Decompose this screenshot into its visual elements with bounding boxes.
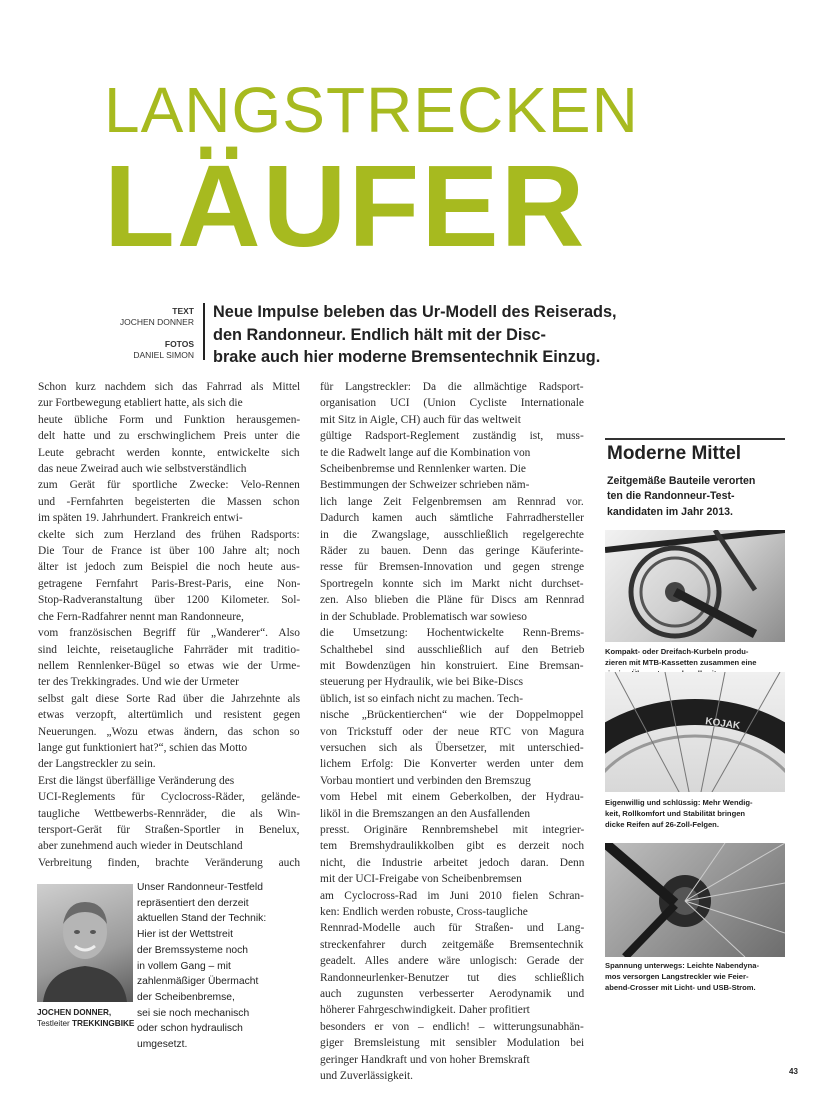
quote-line: umgesetzt. <box>137 1039 188 1051</box>
body-line: te die Radwelt lange auf die Kombination von <box>320 446 531 459</box>
caption-line: abend-Crosser mit Licht- und USB-Strom. <box>605 983 756 992</box>
quote-line: aktuellen Stand der Technik: <box>137 913 267 925</box>
subtitle-line: kandidaten im Jahr 2013. <box>607 505 734 518</box>
body-line: Die Tour de France ist über 100 Jahre alt; noch <box>38 545 300 558</box>
body-line: mit Bowdenzügen hin konstruiert. Eine Bremsan- <box>320 659 584 672</box>
title-line-1: LANGSTRECKEN <box>104 74 639 146</box>
credit-text-name: JOCHEN DONNER <box>119 317 194 327</box>
body-line: UCI-Reglements für Cyclocross-Räder, gelände- <box>38 791 301 804</box>
body-line: in der Schublade. Problematisch war sowieso <box>320 610 527 623</box>
body-line: etwas verzopft, altertümlich und resistent gegen <box>38 709 301 722</box>
body-line: heute übliche Form und Funktion herausgemen- <box>38 413 301 426</box>
author-name: JOCHEN DONNER, <box>37 1008 112 1017</box>
body-line: Rennrad-Modelle auch für Straßen- und Lang- <box>320 922 585 935</box>
subtitle-line: Zeitgemäße Bauteile verorten <box>607 475 756 487</box>
body-line: tersport-Gerät für Straßen-Sportler in Benelux, <box>38 823 300 836</box>
body-line: che Fern-Radfahrer nennt man Randonneure, <box>38 610 244 623</box>
body-line: auch zugunsten verbesserter Aerodynamik und <box>320 988 585 1001</box>
body-line: organisation UCI (Union Cycliste Internationale <box>320 397 584 410</box>
body-line: Schon kurz nachdem sich das Fahrrad als Mittel <box>38 381 301 393</box>
body-line: Scheibenbremse und Rennlenker warten. Die <box>320 463 526 476</box>
sidebar-subtitle <box>607 474 785 520</box>
credit-text-label: TEXT <box>172 306 194 316</box>
body-line: und -Fernfahrten begeisterten die Massen schon <box>38 495 300 508</box>
body-line: in die Zwangslage, ausschließlich regelgerechte <box>320 528 584 541</box>
body-line: Verbreitung finden, brachte Veränderung auch <box>38 856 301 869</box>
sidebar-rule <box>605 438 785 440</box>
body-line: für Langstreckler: Da die allmächtige Radsport- <box>320 381 584 393</box>
body-line: resse für Bremsen-Innovation und gegen strenge <box>320 561 585 574</box>
credit-photo-label: FOTOS <box>164 339 194 349</box>
body-line: ckelte sich zum Herzland des frühen Radsports: <box>38 528 300 541</box>
body-line: tem Bremshydraulikkolben gibt es derzeit noch <box>320 840 585 853</box>
caption-line: keit, Rollkomfort und Stabilität bringen <box>605 809 746 818</box>
body-line: von Trickstuff oder der neue RTC von Magura <box>320 725 585 738</box>
quote-line: in vollem Gang – mit <box>137 960 231 972</box>
body-line: Erst die längst überfällige Veränderung des <box>38 774 235 787</box>
body-line: mit der UCI-Freigabe von Scheibenbremsen <box>320 873 522 886</box>
body-line: Stop-Radveranstaltung über 1200 Kilometer. Sol- <box>38 594 301 607</box>
body-line: lich lange Zeit Felgenbremsen am Rennrad vor. <box>320 495 584 508</box>
body-line: lichem Erfolg: Die Konverter werden unter dem <box>320 758 584 771</box>
body-line: mit Sitz in Aigle, CH) auch für das weltweit <box>320 413 521 426</box>
body-line: Räder zu bauen. Denn das geringe Käuferinte- <box>320 545 584 558</box>
quote-line: repräsentiert den derzeit <box>137 897 249 909</box>
body-line: Leute gebracht werden konnte, entwickelte sich <box>38 446 300 459</box>
body-line: steuerung per Hydraulik, wie bei Bike-Discs <box>320 676 524 689</box>
body-line: geadelt. Alles andere wäre unlogisch: Gerade der <box>320 955 584 968</box>
quote-line: Hier ist der Wettstreit <box>137 929 233 941</box>
body-line: ter des Trekkingrades. Und wie der Urmeter <box>38 676 239 689</box>
body-line: zum Gerät für sportliche Zwecke: Velo-Rennen <box>38 479 300 492</box>
body-line: Randonneurlenker-Benutzer tut dies schließlich <box>320 971 585 984</box>
caption-line: dicke Reifen auf 26-Zoll-Felgen. <box>605 820 719 829</box>
body-line: nische „Brückentierchen“ wie der Doppelmoppel <box>320 709 584 722</box>
body-line: Sportregeln konnte sich im Markt nicht durchset- <box>320 577 584 590</box>
page-number: 43 <box>789 1067 798 1076</box>
sidebar-heading: Moderne Mittel <box>607 443 742 464</box>
body-line: geringer Handkraft und von hoher Bremskraft <box>320 1053 530 1066</box>
quote-line: Unser Randonneur-Testfeld <box>137 882 263 893</box>
body-line: vom Hebel mit einem Geberkolben, der Hydrau- <box>320 791 584 804</box>
body-line: die Umsetzung: Hochentwickelte Renn-Brems- <box>320 627 585 640</box>
body-line: das neue Zweirad auch wie selbstverständlich <box>38 463 247 476</box>
quote-line: zahlenmäßiger Übermacht <box>137 976 259 988</box>
body-line: streckenfahrer durch zeitgemäße Bremsentechnik <box>320 938 584 951</box>
body-line: am Cyclocross-Rad im Juni 2010 fielen Schran- <box>320 889 584 902</box>
body-line: nellem Rennlenker-Bügel so etwas wie der Urme- <box>38 659 301 672</box>
body-line: Bestimmungen der Schweizer schrieben näm- <box>320 479 530 492</box>
body-line: zur Fortbewegung etabliert hatte, als sich die <box>38 397 243 410</box>
caption-line: mos versorgen Langstreckler wie Feier- <box>605 972 749 981</box>
caption-line: Spannung unterwegs: Leichte Nabendyna- <box>605 961 759 970</box>
quote-line: sei sie noch mechanisch <box>137 1007 250 1019</box>
body-line: Schalthebel sind ausschließlich auf den Betrieb <box>320 643 585 656</box>
body-line: im späten 19. Jahrhundert. Frankreich entwi- <box>38 512 243 525</box>
lead-line: den Randonneur. Endlich hält mit der Disc- <box>213 325 546 344</box>
subtitle-line: ten die Randonneur-Test- <box>607 490 735 503</box>
lead-divider <box>203 303 205 360</box>
body-line: versuchen sich als Übersetzer, mit unterschied- <box>320 741 584 754</box>
credits <box>96 306 194 361</box>
author-photo <box>37 884 133 1002</box>
tire-photo <box>605 672 785 792</box>
crankset-photo <box>605 530 785 642</box>
title-line-2: LÄUFER <box>104 141 587 271</box>
quote-line: der Scheibenbremse, <box>137 991 235 1003</box>
lead-line: Neue Impulse beleben das Ur-Modell des Reiserads, <box>213 303 617 321</box>
body-line: getragene Fernfahrt Paris-Brest-Paris, eine Non- <box>38 577 301 590</box>
body-line: vom französischen Begriff für „Wanderer“. Also <box>38 627 300 640</box>
body-line: älter ist jedoch zum Beispiel die noch heute aus- <box>38 561 300 574</box>
body-column-1 <box>38 379 300 871</box>
caption-line: Kompakt- oder Dreifach-Kurbeln produ- <box>605 647 749 656</box>
author-role <box>37 1018 137 1029</box>
body-column-2 <box>320 379 584 1084</box>
body-line: giger Bremsleistung mit sensibler Modulation bei <box>320 1037 585 1050</box>
body-line: zen. Also blieben die Pläne für Discs am Rennrad <box>320 594 585 607</box>
author-quote <box>137 880 287 1053</box>
author-caption <box>37 1007 137 1029</box>
body-line: delt hatte und zu erschwinglichem Preis unter die <box>38 430 300 443</box>
body-line: Vorbau montiert und verbinden den Bremszug <box>320 774 531 787</box>
hub-dynamo-caption <box>605 960 787 993</box>
caption-line: Eigenwillig und schlüssig: Mehr Wendig- <box>605 798 753 807</box>
body-line: üblich, ist so einfach nicht zu machen. Tech- <box>320 692 524 705</box>
body-line: nicht, die Industrie arbeitet jedoch daran. Denn <box>320 856 585 869</box>
lead-paragraph <box>213 301 693 369</box>
body-line: taugliche Wettbewerbs-Rennräder, die als Win- <box>38 807 301 820</box>
body-line: presst. Originäre Rennbremshebel mit integrier- <box>320 823 585 836</box>
body-line: besonders er von – endlich! – witterungsunabhän- <box>320 1020 584 1033</box>
body-line: liköl in die Bremszangen an den Ausfallenden <box>320 807 531 820</box>
body-line: Dadurch kamen auch sämtliche Fahrradhersteller <box>320 512 584 525</box>
quote-line: oder schon hydraulisch <box>137 1023 243 1035</box>
body-line: aber zunehmend auch wieder in Deutschland <box>38 840 243 853</box>
body-line: gültige Radsport-Reglement zuständig ist, muss- <box>320 430 584 443</box>
lead-line: brake auch hier moderne Bremsentechnik Einzug. <box>213 348 601 366</box>
tire-caption <box>605 797 787 830</box>
author-brand: TREKKINGBIKE <box>72 1019 135 1028</box>
body-line: höherer Fahrgeschwindigkeit. Daher profitiert <box>320 1004 530 1017</box>
quote-line: der Bremssysteme noch <box>137 944 249 956</box>
credit-photo-name: DANIEL SIMON <box>133 350 194 360</box>
body-line: und Zuverlässigkeit. <box>320 1070 414 1083</box>
body-line: der Langstreckler zu sein. <box>38 758 156 771</box>
body-line: sind leichte, reisetaugliche Fahrräder mit traditio- <box>38 643 300 656</box>
tire-label: KOJAK <box>704 716 741 732</box>
caption-line: zieren mit MTB-Kassetten zusammen eine <box>605 658 757 667</box>
body-line: selbst galt diese Sorte Rad über die Jahrzehnte als <box>38 692 301 705</box>
body-line: ken: Endlich werden robuste, Cross-taugliche <box>320 906 528 918</box>
body-line: Neuerungen. „Wozu etwas ändern, das schon so <box>38 725 300 738</box>
author-role-text: Testleiter <box>37 1019 73 1028</box>
hub-dynamo-photo <box>605 843 785 957</box>
body-line: lange gut funktioniert hat?“, schien das Motto <box>38 741 248 754</box>
